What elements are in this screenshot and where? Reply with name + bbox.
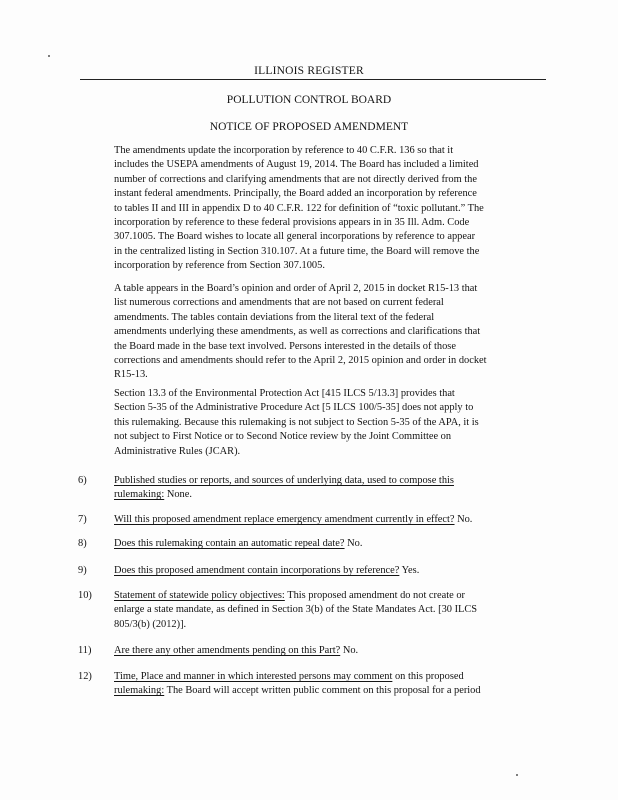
item-published-studies <box>114 474 554 503</box>
item-question-continued: rulemaking: <box>114 685 165 697</box>
item-answer: None. <box>164 489 192 501</box>
item-question: Are there any other amendments pending on this Part? <box>114 645 341 656</box>
board-title: POLLUTION CONTROL BOARD <box>226 94 392 106</box>
item-question: Published studies or reports, and sources of underlying data, used to compose this rulemaking: <box>114 475 454 501</box>
item-number: 8) <box>78 538 87 549</box>
item-number: 7) <box>78 514 87 525</box>
item-answer: No. <box>344 538 363 549</box>
header-rule <box>80 79 546 80</box>
item-answer: on this proposed <box>394 671 464 682</box>
item-public-comment <box>114 670 554 699</box>
item-number: 11) <box>78 645 92 656</box>
register-title: ILLINOIS REGISTER <box>254 65 364 77</box>
notice-title: NOTICE OF PROPOSED AMENDMENT <box>209 121 409 133</box>
item-answer: No. <box>454 514 473 525</box>
item-number: 12) <box>78 671 92 682</box>
scan-speck <box>48 55 50 57</box>
item-answer: No. <box>340 645 359 656</box>
item-question: Time, Place and manner in which interested persons may comment <box>114 671 393 682</box>
item-policy-objectives <box>114 589 554 632</box>
item-replace-emergency <box>114 513 554 527</box>
scan-speck <box>516 774 518 776</box>
item-question: Does this proposed amendment contain incorporations by reference? <box>114 565 400 576</box>
paragraph-section-13-3: Section 13.3 of the Environmental Protection Act [415 ILCS 5/13.3] provides that Section 5-35 of the Administrative Procedure Act [5 ILCS 100/5-35] does not apply to this rulemaking. Because this rulemaking is not subject to Section 5-35 of the APA, it is not subject to First Notice or to Second Notice review by the Joint Committee on Administrative Rules (JCAR). <box>114 388 479 457</box>
item-number: 6) <box>78 475 87 486</box>
item-incorporations <box>114 564 554 578</box>
paragraph-amendments-update: The amendments update the incorporation by reference to 40 C.F.R. 136 so that it includes the USEPA amendments of August 19, 2014. The Board has included a limited number of corrections and clarifying amendments that are not directly derived from the instant federal amendments. Principally, the Board added an incorporation by reference to tables II and III in appendix D to 40 C.F.R. 122 for definition of “toxic pollutant.” The incorporation by reference to these federal provisions appears in in 35 Ill. Adm. Code 307.1005. The Board wishes to locate all general incorporations by reference to appear in the centralized listing in Section 310.107. At a future time, the Board will remove the incorporation by reference from Section 307.1005. <box>114 145 484 272</box>
item-other-amendments <box>114 644 554 658</box>
item-answer: Yes. <box>399 565 420 576</box>
paragraph-table-appears: A table appears in the Board’s opinion and order of April 2, 2015 in docket R15-13 that list numerous corrections and amendments that are not based on current federal amendments. The tables contain deviations from the literal text of the federal amendments underlying these amendments, as well as corrections and clarifications that the Board made in the base text involved. Persons interested in the details of those corrections and amendments should refer to the April 2, 2015 opinion and order in docket R15-13. <box>114 283 487 381</box>
item-question: Will this proposed amendment replace emergency amendment currently in effect? <box>114 514 455 525</box>
item-number: 9) <box>78 565 87 576</box>
item-automatic-repeal <box>114 537 554 551</box>
item-question: Statement of statewide policy objectives: <box>114 590 285 601</box>
item-number: 10) <box>78 590 92 601</box>
item-question: Does this rulemaking contain an automatic repeal date? <box>114 538 345 549</box>
item-answer-continued: The Board will accept written public comment on this proposal for a period <box>164 685 481 697</box>
item-answer: This proposed amendment do not create or enlarge a state mandate, as defined in Section 3(b) of the State Mandates Act. [30 ILCS 805/3(b) (2012)]. <box>114 590 478 630</box>
